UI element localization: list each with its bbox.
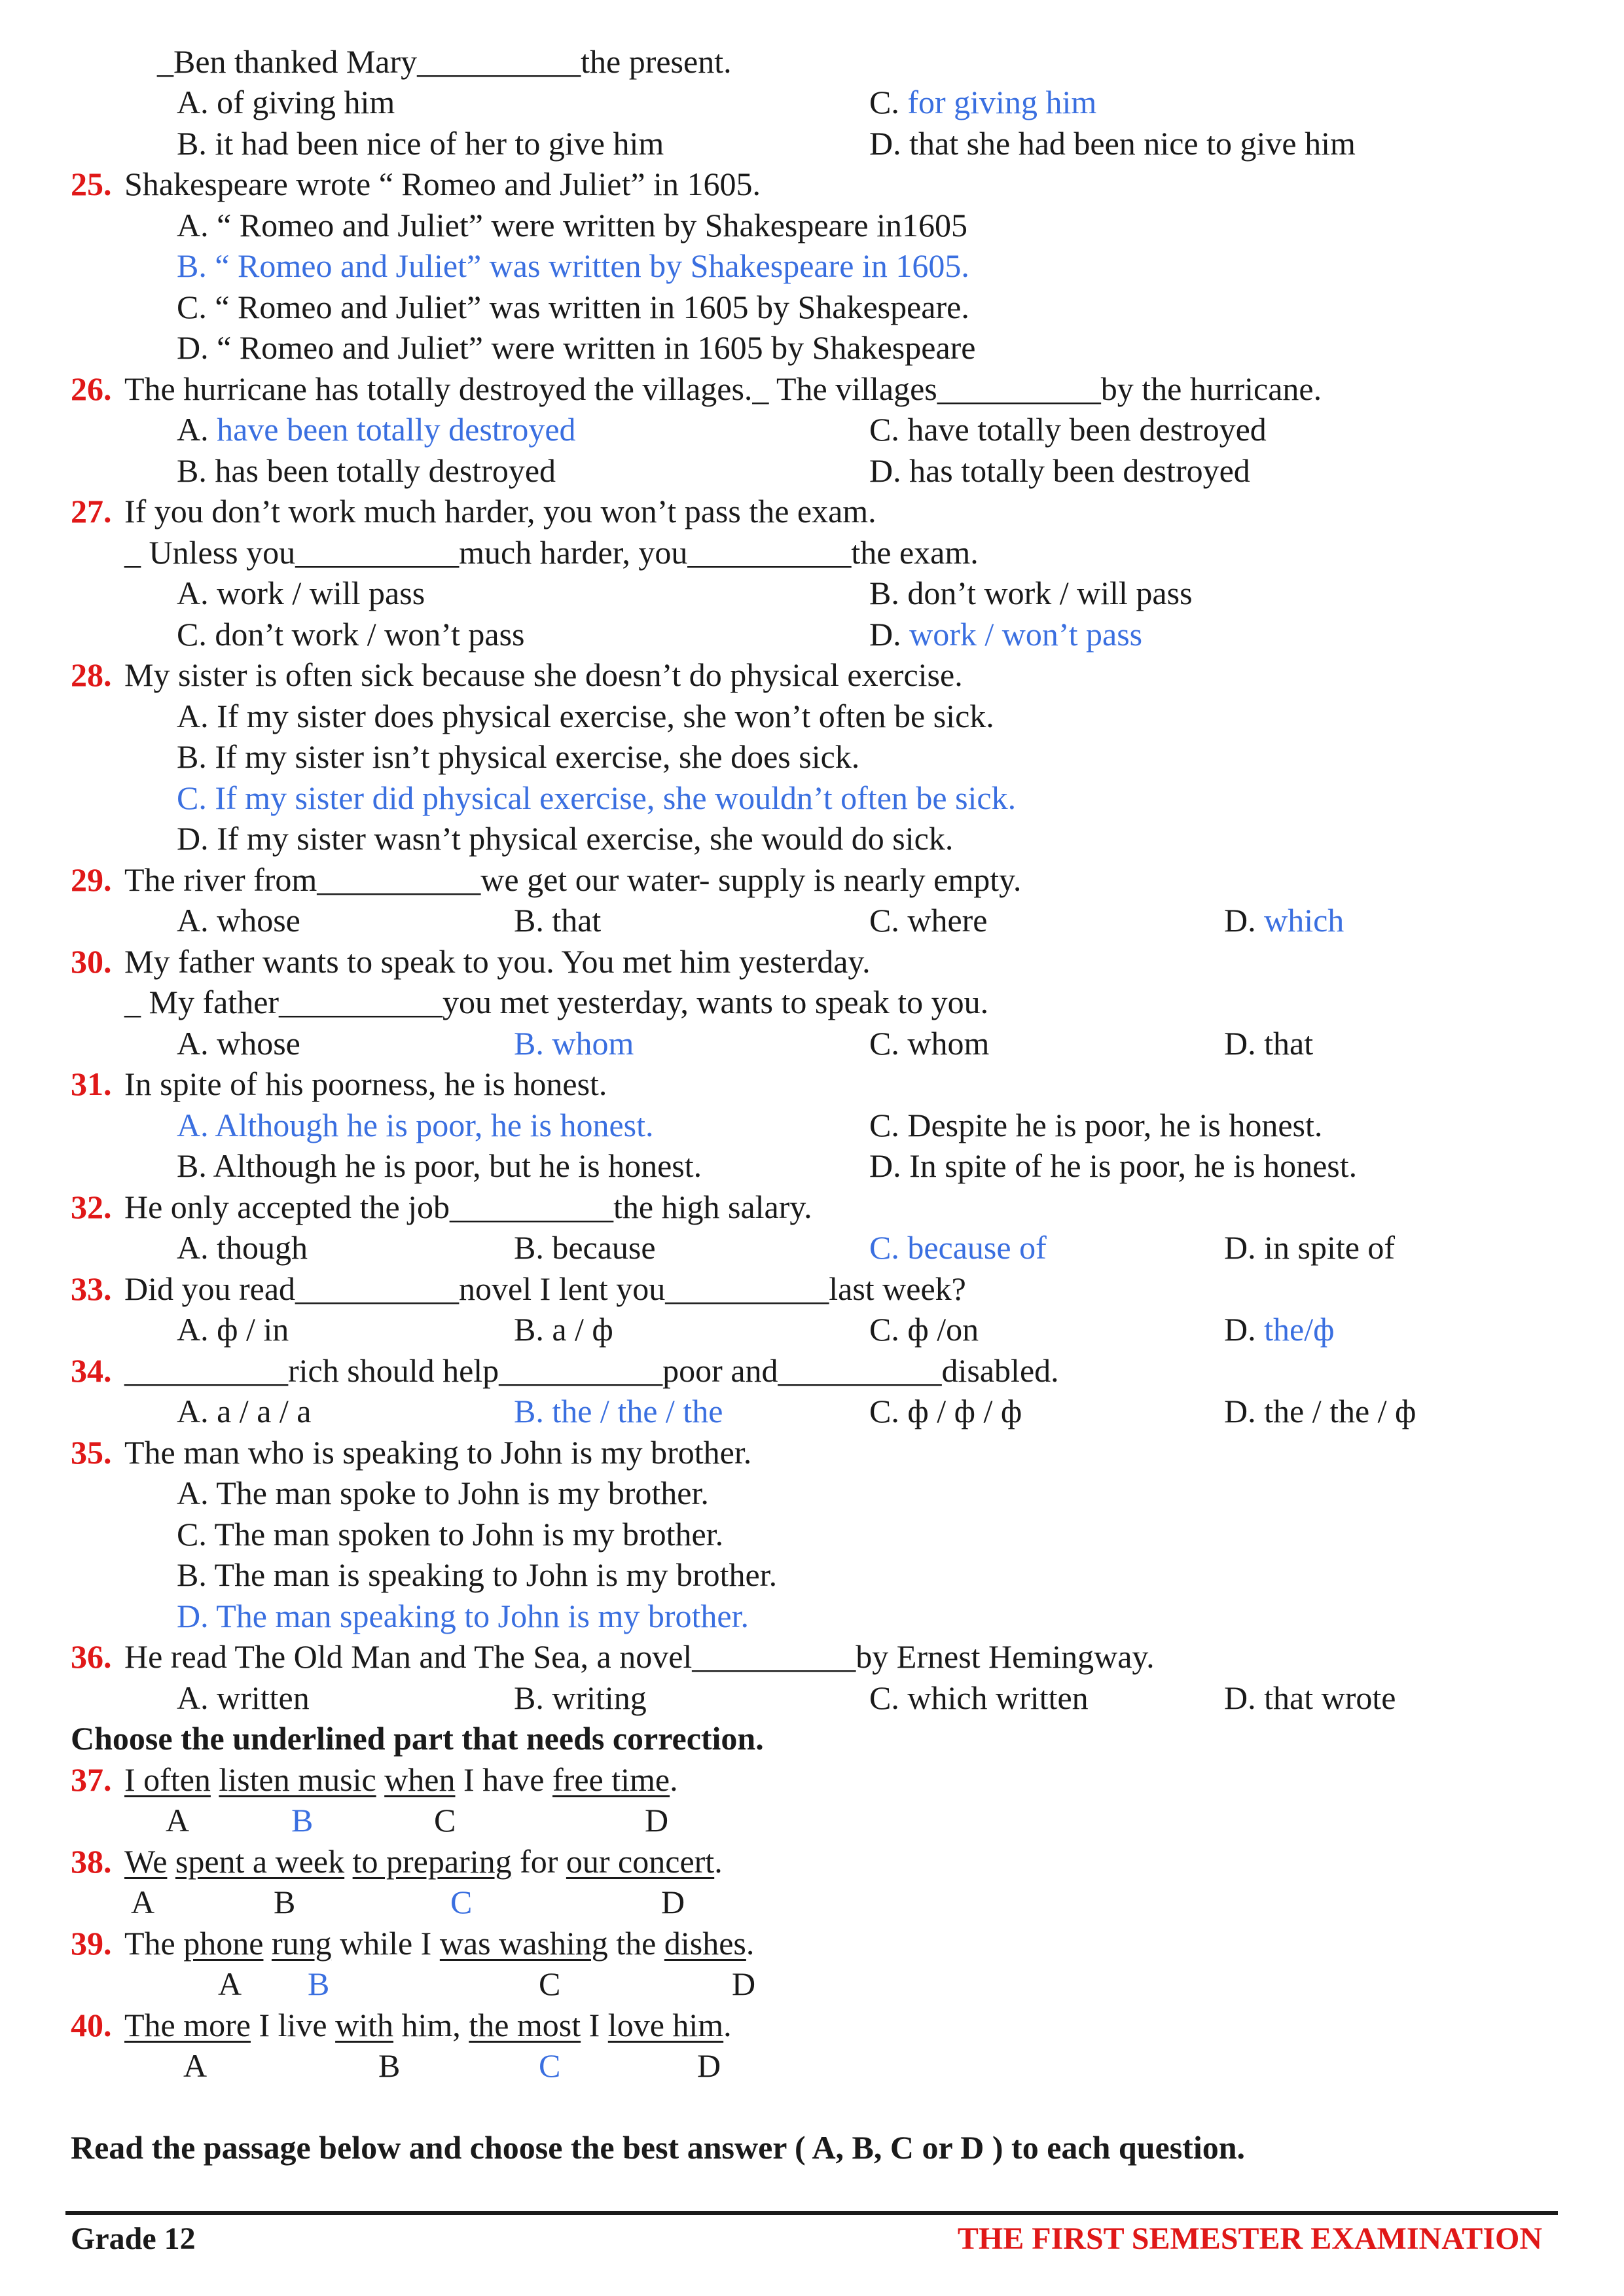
q33-option-d: D. the/ф bbox=[1224, 1311, 1335, 1348]
q27-stem: If you don’t work much harder, you won’t pass the exam. bbox=[124, 493, 876, 529]
q31-stem: In spite of his poorness, he is honest. bbox=[124, 1066, 607, 1102]
q27-options-row1 bbox=[0, 573, 1624, 613]
q28-option-a: A. If my sister does physical exercise, she won’t often be sick. bbox=[177, 698, 994, 734]
q27-options-row2 bbox=[0, 614, 1624, 655]
q40-sentence-line bbox=[0, 2005, 1624, 2045]
q30-stem-line bbox=[0, 941, 1624, 982]
q38-part-b: spent a week bbox=[175, 1843, 345, 1880]
q24-answer: for giving him bbox=[907, 84, 1097, 120]
q29-option-c: C. where bbox=[869, 902, 988, 939]
q27-stem-line bbox=[0, 491, 1624, 531]
q30-stem: My father wants to speak to you. You met him yesterday. bbox=[124, 943, 871, 980]
section-error-heading-line bbox=[0, 1718, 1624, 1759]
q27-number: 27. bbox=[71, 493, 112, 529]
q24-option-b: B. it had been nice of her to give him bbox=[177, 125, 664, 162]
section-passage-heading: Read the passage below and choose the best answer ( A, B, C or D ) to each question. bbox=[71, 2129, 1246, 2166]
q35-option-c: C. The man spoken to John is my brother. bbox=[177, 1516, 724, 1552]
q37-letter-c: C bbox=[434, 1802, 456, 1839]
q24-stem-line bbox=[0, 41, 1624, 82]
q40-letter-a: A bbox=[183, 2047, 208, 2084]
q32-number: 32. bbox=[71, 1189, 112, 1225]
q32-option-a: A. though bbox=[177, 1229, 308, 1266]
q27-rewrite: _ Unless you__________much harder, you__________the exam. bbox=[124, 534, 979, 571]
q39-part-d: dishes bbox=[664, 1925, 746, 1962]
q25-stem: Shakespeare wrote “ Romeo and Juliet” in 1605. bbox=[124, 166, 761, 202]
q35-option-a: A. The man spoke to John is my brother. bbox=[177, 1475, 709, 1511]
q37-letter-d: D bbox=[645, 1802, 669, 1839]
q29-option-a: A. whose bbox=[177, 902, 300, 939]
q36-option-c: C. which written bbox=[869, 1679, 1089, 1716]
q26-option-d: D. has totally been destroyed bbox=[869, 452, 1250, 489]
q29-stem-line bbox=[0, 859, 1624, 900]
q24-options-row2 bbox=[0, 123, 1624, 164]
q28-option-c-line bbox=[0, 778, 1624, 818]
q37-part-d: free time bbox=[552, 1761, 670, 1798]
q27-option-d: D. work / won’t pass bbox=[869, 616, 1143, 653]
q38-part-d: our concert bbox=[566, 1843, 715, 1880]
q27-option-a: A. work / will pass bbox=[177, 575, 425, 611]
q37-letter-a: A bbox=[166, 1802, 190, 1839]
q40-letter-c-answer: C bbox=[539, 2047, 561, 2084]
q24-option-a: A. of giving him bbox=[177, 84, 395, 120]
q40-letters-line bbox=[0, 2045, 1624, 2086]
q32-option-b: B. because bbox=[514, 1229, 656, 1266]
q33-stem: Did you read__________novel I lent you__________last week? bbox=[124, 1270, 966, 1307]
q28-option-b: B. If my sister isn’t physical exercise, she does sick. bbox=[177, 738, 860, 775]
q35-option-d-line bbox=[0, 1596, 1624, 1636]
q35-stem: The man who is speaking to John is my brother. bbox=[124, 1434, 752, 1471]
q33-stem-line bbox=[0, 1268, 1624, 1309]
q35-stem-line bbox=[0, 1432, 1624, 1473]
q25-number: 25. bbox=[71, 166, 112, 202]
q34-number: 34. bbox=[71, 1352, 112, 1389]
q34-option-a: A. a / a / a bbox=[177, 1393, 312, 1429]
q27-option-b: B. don’t work / will pass bbox=[869, 575, 1193, 611]
q33-option-b: B. a / ф bbox=[514, 1311, 613, 1348]
q34-stem: __________rich should help__________poor and__________disabled. bbox=[124, 1352, 1059, 1389]
q25-option-a: A. “ Romeo and Juliet” were written by Shakespeare in1605 bbox=[177, 207, 967, 243]
q36-option-b: B. writing bbox=[514, 1679, 647, 1716]
q33-option-a: A. ф / in bbox=[177, 1311, 289, 1348]
q40-sentence: The more I live with him, the most I love him. bbox=[124, 2007, 732, 2043]
q26-options-row1 bbox=[0, 409, 1624, 450]
q30-rewrite-line bbox=[0, 982, 1624, 1022]
q27-option-c: C. don’t work / won’t pass bbox=[177, 616, 525, 653]
q38-part-c: to preparing bbox=[352, 1843, 512, 1880]
q26-option-c: C. have totally been destroyed bbox=[869, 411, 1267, 448]
q39-part-c: was washing bbox=[439, 1925, 608, 1962]
q33-options bbox=[0, 1309, 1624, 1350]
q28-option-d-line bbox=[0, 818, 1624, 859]
q35-option-c-line bbox=[0, 1514, 1624, 1554]
q27-answer: work / won’t pass bbox=[909, 616, 1143, 653]
q40-part-c: the most bbox=[469, 2007, 581, 2043]
q37-letter-b-answer: B bbox=[291, 1802, 314, 1839]
q32-option-d: D. in spite of bbox=[1224, 1229, 1396, 1266]
q25-option-a-line bbox=[0, 205, 1624, 245]
q29-option-b: B. that bbox=[514, 902, 602, 939]
q30-option-a: A. whose bbox=[177, 1025, 300, 1062]
q38-letter-b: B bbox=[274, 1884, 296, 1920]
q24-option-d: D. that she had been nice to give him bbox=[869, 125, 1356, 162]
q31-options-row1 bbox=[0, 1105, 1624, 1145]
q34-options bbox=[0, 1391, 1624, 1431]
q37-letters-line bbox=[0, 1800, 1624, 1840]
q32-stem-line bbox=[0, 1187, 1624, 1227]
q26-option-b: B. has been totally destroyed bbox=[177, 452, 556, 489]
q35-option-d-answer: D. The man speaking to John is my brother. bbox=[177, 1598, 749, 1634]
footer-exam-title: THE FIRST SEMESTER EXAMINATION bbox=[957, 2221, 1542, 2256]
q36-option-a: A. written bbox=[177, 1679, 310, 1716]
q37-part-c: when bbox=[384, 1761, 456, 1798]
q33-option-c: C. ф /on bbox=[869, 1311, 979, 1348]
q28-option-c-answer: C. If my sister did physical exercise, she wouldn’t often be sick. bbox=[177, 780, 1017, 816]
footer-grade: Grade 12 bbox=[71, 2221, 196, 2256]
q25-option-b-line bbox=[0, 245, 1624, 286]
q31-option-d: D. In spite of he is poor, he is honest. bbox=[869, 1147, 1358, 1184]
q38-part-a: We bbox=[124, 1843, 168, 1880]
q29-number: 29. bbox=[71, 861, 112, 898]
q26-stem: The hurricane has totally destroyed the villages._ The villages__________by the hurricane. bbox=[124, 370, 1322, 407]
q32-stem: He only accepted the job__________the high salary. bbox=[124, 1189, 812, 1225]
q34-option-d: D. the / the / ф bbox=[1224, 1393, 1416, 1429]
q30-options bbox=[0, 1023, 1624, 1064]
q39-part-a: phone bbox=[183, 1925, 264, 1962]
q38-sentence-line bbox=[0, 1841, 1624, 1882]
q26-stem-line bbox=[0, 368, 1624, 409]
q31-options-row2 bbox=[0, 1145, 1624, 1186]
q34-option-b-answer: B. the / the / the bbox=[514, 1393, 723, 1429]
q28-stem-line bbox=[0, 655, 1624, 695]
q40-part-a: The more bbox=[124, 2007, 251, 2043]
q32-options bbox=[0, 1227, 1624, 1268]
q34-stem-line bbox=[0, 1350, 1624, 1391]
q25-option-b-answer: B. “ Romeo and Juliet” was written by Shakespeare in 1605. bbox=[177, 247, 969, 284]
q25-option-c-line bbox=[0, 287, 1624, 327]
q39-letter-a: A bbox=[218, 1965, 242, 2002]
q26-options-row2 bbox=[0, 450, 1624, 491]
q37-part-b: listen music bbox=[219, 1761, 376, 1798]
q24-option-c: C. for giving him bbox=[869, 84, 1097, 120]
q38-sentence: We spent a week to preparing for our concert. bbox=[124, 1843, 723, 1880]
q31-option-c: C. Despite he is poor, he is honest. bbox=[869, 1107, 1323, 1143]
q28-option-b-line bbox=[0, 736, 1624, 777]
q25-stem-line bbox=[0, 164, 1624, 204]
q26-number: 26. bbox=[71, 370, 112, 407]
q39-sentence-line bbox=[0, 1923, 1624, 1964]
q40-letter-b: B bbox=[378, 2047, 401, 2084]
q38-number: 38. bbox=[71, 1843, 112, 1880]
q36-number: 36. bbox=[71, 1638, 112, 1675]
q25-option-d-line bbox=[0, 327, 1624, 368]
q40-part-d: love him bbox=[607, 2007, 724, 2043]
q39-letter-b-answer: B bbox=[308, 1965, 330, 2002]
q39-letters-line bbox=[0, 1964, 1624, 2004]
q31-stem-line bbox=[0, 1064, 1624, 1104]
q26-answer: have been totally destroyed bbox=[217, 411, 576, 448]
q37-sentence: I often listen music when I have free time. bbox=[124, 1761, 678, 1798]
q39-letter-c: C bbox=[539, 1965, 561, 2002]
q29-answer: which bbox=[1264, 902, 1344, 939]
q26-option-a: A. have been totally destroyed bbox=[177, 411, 576, 448]
q25-option-c: C. “ Romeo and Juliet” was written in 1605 by Shakespeare. bbox=[177, 289, 969, 325]
q40-number: 40. bbox=[71, 2007, 112, 2043]
q35-option-b: B. The man is speaking to John is my brother. bbox=[177, 1556, 778, 1593]
q39-sentence: The phone rung while I was washing the dishes. bbox=[124, 1925, 755, 1962]
q38-letter-d: D bbox=[661, 1884, 685, 1920]
q31-option-b: B. Although he is poor, but he is honest. bbox=[177, 1147, 702, 1184]
q27-rewrite-line bbox=[0, 532, 1624, 573]
section-error-heading: Choose the underlined part that needs correction. bbox=[71, 1720, 764, 1757]
q30-option-d: D. that bbox=[1224, 1025, 1314, 1062]
q37-sentence-line bbox=[0, 1759, 1624, 1800]
q33-answer: the/ф bbox=[1264, 1311, 1335, 1348]
footer-divider bbox=[65, 2211, 1558, 2215]
q28-number: 28. bbox=[71, 656, 112, 693]
q36-options bbox=[0, 1677, 1624, 1718]
q35-option-a-line bbox=[0, 1473, 1624, 1513]
q39-letter-d: D bbox=[732, 1965, 756, 2002]
q37-number: 37. bbox=[71, 1761, 112, 1798]
q24-stem: _Ben thanked Mary__________the present. bbox=[157, 43, 732, 80]
q32-option-c-answer: C. because of bbox=[869, 1229, 1047, 1266]
q33-number: 33. bbox=[71, 1270, 112, 1307]
q40-part-b: with bbox=[335, 2007, 394, 2043]
q31-option-a-answer: A. Although he is poor, he is honest. bbox=[177, 1107, 654, 1143]
q25-option-d: D. “ Romeo and Juliet” were written in 1605 by Shakespeare bbox=[177, 329, 976, 366]
q28-stem: My sister is often sick because she doesn’t do physical exercise. bbox=[124, 656, 963, 693]
q31-number: 31. bbox=[71, 1066, 112, 1102]
q39-part-b: rung bbox=[271, 1925, 332, 1962]
q24-options-row1 bbox=[0, 82, 1624, 122]
q36-stem-line bbox=[0, 1636, 1624, 1677]
q30-option-c: C. whom bbox=[869, 1025, 990, 1062]
q29-option-d: D. which bbox=[1224, 902, 1344, 939]
q29-stem: The river from__________we get our water- supply is nearly empty. bbox=[124, 861, 1022, 898]
q34-option-c: C. ф / ф / ф bbox=[869, 1393, 1022, 1429]
q38-letter-c-answer: C bbox=[450, 1884, 473, 1920]
q30-option-b-answer: B. whom bbox=[514, 1025, 634, 1062]
q38-letter-a: A bbox=[131, 1884, 155, 1920]
section-passage-heading-line bbox=[0, 2127, 1624, 2168]
q35-option-b-line bbox=[0, 1554, 1624, 1595]
q28-option-d: D. If my sister wasn’t physical exercise, she would do sick. bbox=[177, 820, 954, 857]
q30-number: 30. bbox=[71, 943, 112, 980]
q30-rewrite: _ My father__________you met yesterday, wants to speak to you. bbox=[124, 984, 989, 1020]
q40-letter-d: D bbox=[697, 2047, 721, 2084]
q36-stem: He read The Old Man and The Sea, a novel__________by Ernest Hemingway. bbox=[124, 1638, 1155, 1675]
q36-option-d: D. that wrote bbox=[1224, 1679, 1396, 1716]
q28-option-a-line bbox=[0, 696, 1624, 736]
q37-part-a: I often bbox=[124, 1761, 211, 1798]
q35-number: 35. bbox=[71, 1434, 112, 1471]
q29-options bbox=[0, 900, 1624, 941]
q38-letters-line bbox=[0, 1882, 1624, 1922]
q39-number: 39. bbox=[71, 1925, 112, 1962]
